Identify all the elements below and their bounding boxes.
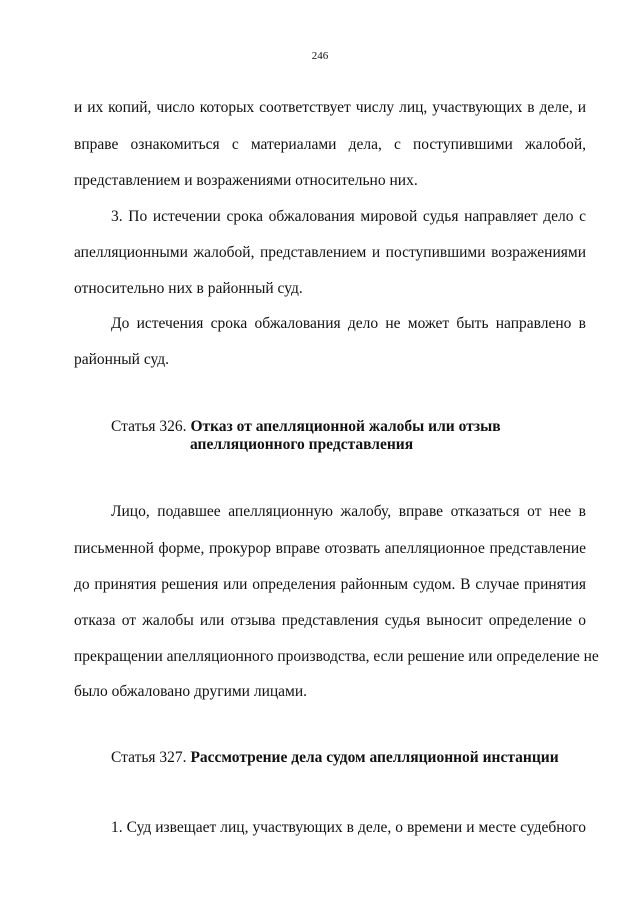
article-327-heading — [111, 749, 559, 767]
paragraph-line: вправе ознакомиться с материалами дела, с поступившими жалобой, — [74, 136, 586, 153]
paragraph-line: 3. По истечении срока обжалования мировой судья направляет дело с — [111, 208, 586, 225]
paragraph-line: письменной форме, прокурор вправе отозвать апелляционное представление — [74, 540, 586, 557]
article-number: Статья 327. — [111, 749, 191, 766]
paragraph-line: до принятия решения или определения районным судом. В случае принятия — [74, 576, 586, 593]
page-number: 246 — [311, 50, 329, 62]
paragraph-line: До истечения срока обжалования дело не может быть направлено в — [111, 315, 586, 332]
paragraph-line: относительно них в районный суд. — [74, 280, 303, 297]
paragraph-line: апелляционными жалобой, представлением и поступившими возражениями — [74, 244, 586, 261]
article-326-heading — [111, 418, 501, 436]
article-number: Статья 326. — [111, 418, 191, 435]
paragraph-line: отказа от жалобы или отзыва представления судья выносит определение о — [74, 612, 586, 629]
paragraph-line: и их копий, число которых соответствует числу лиц, участвующих в деле, и — [74, 99, 586, 116]
article-title: Отказ от апелляционной жалобы или отзыв — [190, 418, 501, 435]
article-title: Рассмотрение дела судом апелляционной инстанции — [190, 749, 559, 766]
paragraph-line: Лицо, подавшее апелляционную жалобу, вправе отказаться от нее в — [111, 503, 586, 520]
paragraph-line: представлением и возражениями относительно них. — [74, 172, 418, 189]
article-326-heading-continued — [190, 436, 413, 454]
paragraph-line: было обжаловано другими лицами. — [74, 683, 308, 700]
article-title-continued: апелляционного представления — [190, 436, 414, 453]
paragraph-line: прекращении апелляционного производства, если решение или определение не — [74, 648, 599, 665]
paragraph-line: районный суд. — [74, 351, 170, 368]
paragraph-line: 1. Суд извещает лиц, участвующих в деле, о времени и месте судебного — [111, 819, 586, 836]
